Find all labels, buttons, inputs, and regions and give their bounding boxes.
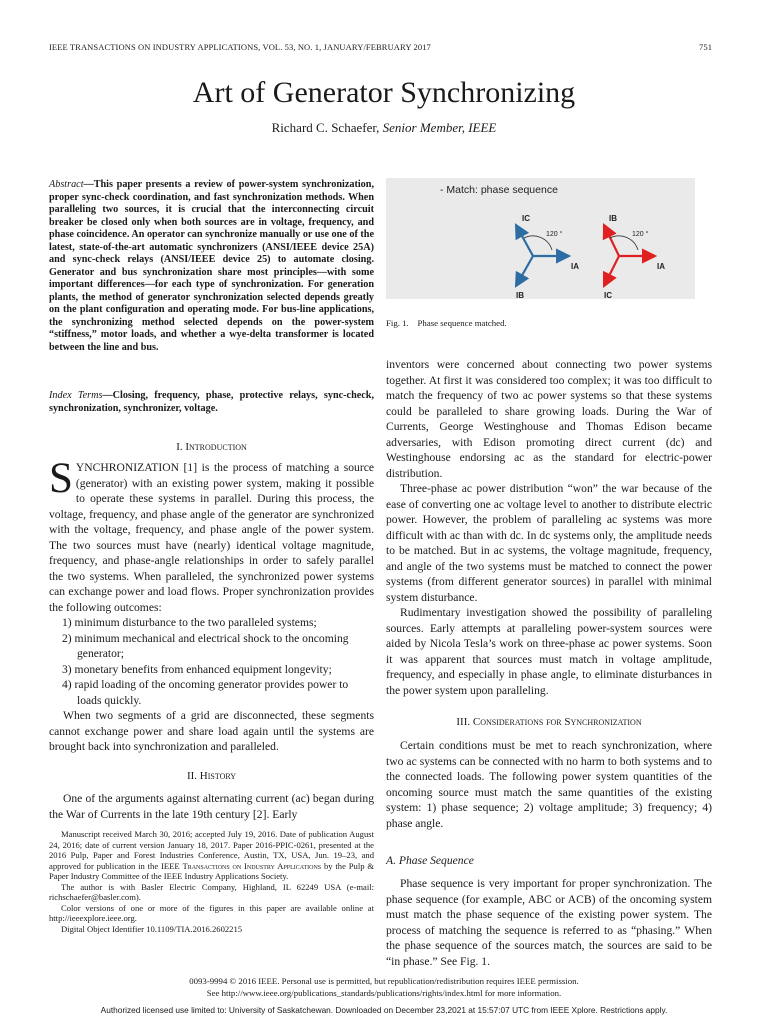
copyright-notice: 0093-9994 © 2016 IEEE. Personal use is permitted, but republication/redistribution requires IEEE permission. See http://www.ieee.org/publications_standards/publications/rights/index.html for more information.	[189, 976, 579, 998]
authorized-use-notice: Authorized licensed use limited to: University of Saskatchewan. Downloaded on December 23,2021 at 15:57:07 UTC from IEEE Xplore. Restrictions apply.	[100, 1005, 668, 1015]
history-continued	[386, 357, 712, 698]
section-heading-considerations: III. Considerations for Synchronization	[456, 716, 642, 728]
outcomes-list	[49, 615, 374, 708]
index-terms-label: Index Terms	[49, 390, 103, 401]
history-paragraph-3: Three-phase ac power distribution “won” the war because of the ease of converting one ac voltage level to another to distribute electric power. However, the problem of paralleling ac systems was more difficult with ac than with dc. In dc systems only, the amplitude needs to be matched. But in ac systems, the voltage magnitude, frequency, and angle of the two systems must be matched to connect the power systems (from different generator sources) in parallel with minimal system disturbance.	[386, 482, 712, 604]
history-paragraph-4: Rudimentary investigation showed the possibility of paralleling sources. Early attempts at paralleling power-system sources were aided by Nicola Tesla’s work on three-phase ac power systems. Soon it was apparent that sources must match in voltage amplitude, frequency, and especially in phase angle, to eliminate disturbances in the power system upon paralleling.	[386, 606, 712, 697]
list-item: 1) minimum disturbance to the two paralleled systems;	[62, 616, 317, 629]
label-ia-left: IA	[571, 262, 579, 271]
introduction-body	[49, 455, 374, 755]
phasor-set-right	[604, 214, 665, 299]
figure-1	[386, 178, 695, 299]
drop-cap: S	[49, 455, 73, 502]
author-name: Richard C. Schaefer,	[271, 120, 380, 135]
author-line	[0, 120, 768, 136]
label-ic-right: IC	[604, 291, 612, 299]
phasor-set-left	[516, 214, 579, 299]
angle-label-right: 120 °	[632, 231, 649, 238]
label-ib-right: IB	[609, 214, 617, 223]
label-ib-left: IB	[516, 291, 524, 299]
history-paragraph-1: One of the arguments against alternating current (ac) began during the War of Currents in the late 19th century [2]. Early	[49, 792, 374, 821]
history-body	[49, 791, 374, 822]
paper-title: Art of Generator Synchronizing	[192, 76, 576, 109]
author-role: Senior Member, IEEE	[382, 120, 497, 135]
label-ia-right: IA	[657, 262, 665, 271]
abstract: Abstract—This paper presents a review of power-system synchronization, proper sync-check coordination, and fast synchronization methods. When paralleling two sources, it is crucial that the interconnecting circuit breaker be closed only when both sources are in voltage, frequency, and phase coincidence. An operator can synchronize manually or use one of the latest, state-of-the-art automatic synchronizers (ANSI/IEEE device 25A) and sync-check relays (ANSI/IEEE device 25) to automate closing. Generator and bus synchronization share most principles—with some important differences—for each type of synchronization. For generation plants, the method of generator synchronization selected depends greatly on the plant configuration and operating mode. For bus-line applications, the synchronizing method selected depends on the power-system “stiffness,” motor loads, and whether a wye-delta transformer is located between the line and bus.	[49, 179, 374, 353]
phase-sequence-body	[386, 876, 712, 969]
history-paragraph-2: inventors were concerned about connecting two power systems together. At first it was considered too complex; it was too difficult to match the frequency of two ac power systems so that these systems could be paralleled to share growing loads. During the War of Currents, George Westinghouse and Thomas Edison became adversaries, with Edison promoting direct current (dc) and Westinghouse endorsing ac as the standard for electric-power distribution.	[386, 358, 712, 480]
abstract-label: Abstract	[49, 179, 84, 190]
abstract-text: This paper presents a review of power-system synchronization, proper sync-check coordination, and fast synchronization methods. When paralleling two sources, it is crucial that the interconnecting circuit breaker be closed only when both sources are in voltage, frequency, and phase coincidence. An operator can synchronize manually or use one of the latest, state-of-the-art automatic synchronizers (ANSI/IEEE device 25A) and sync-check relays (ANSI/IEEE device 25) to automate closing. Generator and bus synchronization share most principles—with some important differences—for each type of synchronization. For generation plants, the method of generator synchronization selected depends greatly on the plant configuration and operating mode. For bus-line applications, the synchronizing method selected depends on the power-system “stiffness,” motor loads, and whether a wye-delta transformer is located between the line and bus.	[49, 179, 374, 353]
list-item: 2) minimum mechanical and electrical shock to the oncoming generator;	[62, 631, 349, 660]
section-heading-introduction: I. Introduction	[176, 441, 247, 453]
figure-title: - Match: phase sequence	[440, 184, 558, 196]
running-header: IEEE TRANSACTIONS ON INDUSTRY APPLICATIONS, VOL. 53, NO. 1, JANUARY/FEBRUARY 2017	[49, 42, 431, 52]
figure-caption: Fig. 1. Phase sequence matched.	[386, 318, 507, 328]
label-ic-left: IC	[522, 214, 530, 223]
considerations-body	[386, 738, 712, 831]
index-terms: Index Terms—Closing, frequency, phase, protective relays, sync-check, synchronization, synchronizer, voltage.	[49, 390, 374, 414]
angle-label-left: 120 °	[546, 231, 563, 238]
list-item: 3) monetary benefits from enhanced equipment longevity;	[62, 662, 332, 676]
phase-sequence-diagram	[386, 178, 695, 299]
page-number: 751	[699, 42, 713, 52]
section-heading-history: II. History	[186, 770, 237, 782]
considerations-paragraph-1: Certain conditions must be met to reach synchronization, where two ac systems can be connected with no harm to both systems and to the connected loads. The following power system quantities of the oncoming source must match the same quantities of the existing system: 1) phase sequence; 2) voltage amplitude; 3) frequency; 4) phase angle.	[386, 739, 712, 830]
intro-paragraph-1: YNCHRONIZATION [1] is the process of matching a source (generator) with an existing power system, making it possible to operate these systems in parallel. During this process, the voltage, frequency, and phase angle of the generator are synchronized with the voltage, frequency, and phase angle of the power system. The two sources must have (nearly) identical voltage magnitude, frequency, and phase-angle relationships in order to safely parallel the two systems. When paralleled, the synchronized power systems can exchange power and load flows. Proper synchronization provides the following outcomes:	[49, 461, 374, 614]
phase-sequence-paragraph-1: Phase sequence is very important for proper synchronization. The phase sequence (for example, ABC or ACB) of the oncoming system must match the phase sequence of the existing power system. The process of matching the sequence is referred to as “phasing.” When the phase sequence of the sources match, the sources are said to be “in phase.” See Fig. 1.	[386, 877, 712, 968]
list-item: 4) rapid loading of the oncoming generator provides power to loads quickly.	[62, 678, 349, 707]
subsection-heading-phase-sequence: A. Phase Sequence	[386, 854, 474, 867]
intro-paragraph-2: When two segments of a grid are disconnected, these segments cannot exchange power and share load again until the systems are brought back into synchronization and paralleled.	[49, 709, 374, 753]
index-terms-text: Closing, frequency, phase, protective relays, sync-check, synchronization, synchronizer, voltage.	[49, 390, 374, 414]
footnote: Manuscript received March 30, 2016; accepted July 19, 2016. Date of publication August 24, 2016; date of current version January 18, 2017. Paper 2016-PPIC-0261, presented at the 2016 Pulp, Paper and Forest Industries Conference, Austin, TX, USA, Jun. 19–23, and approved for publication in the IEEE Transactions on Industry Applications by the Pulp & Paper Industry Committee of the IEEE Industry Applications Society. The author is with Basler Electric Company, Highland, IL 62249 USA (e-mail: richschaefer@basler.com). Color versions of one or more of the figures in this paper are available online at http://ieeexplore.ieee.org. Digital Object Identifier 10.1109/TIA.2016.2602215	[49, 829, 375, 934]
